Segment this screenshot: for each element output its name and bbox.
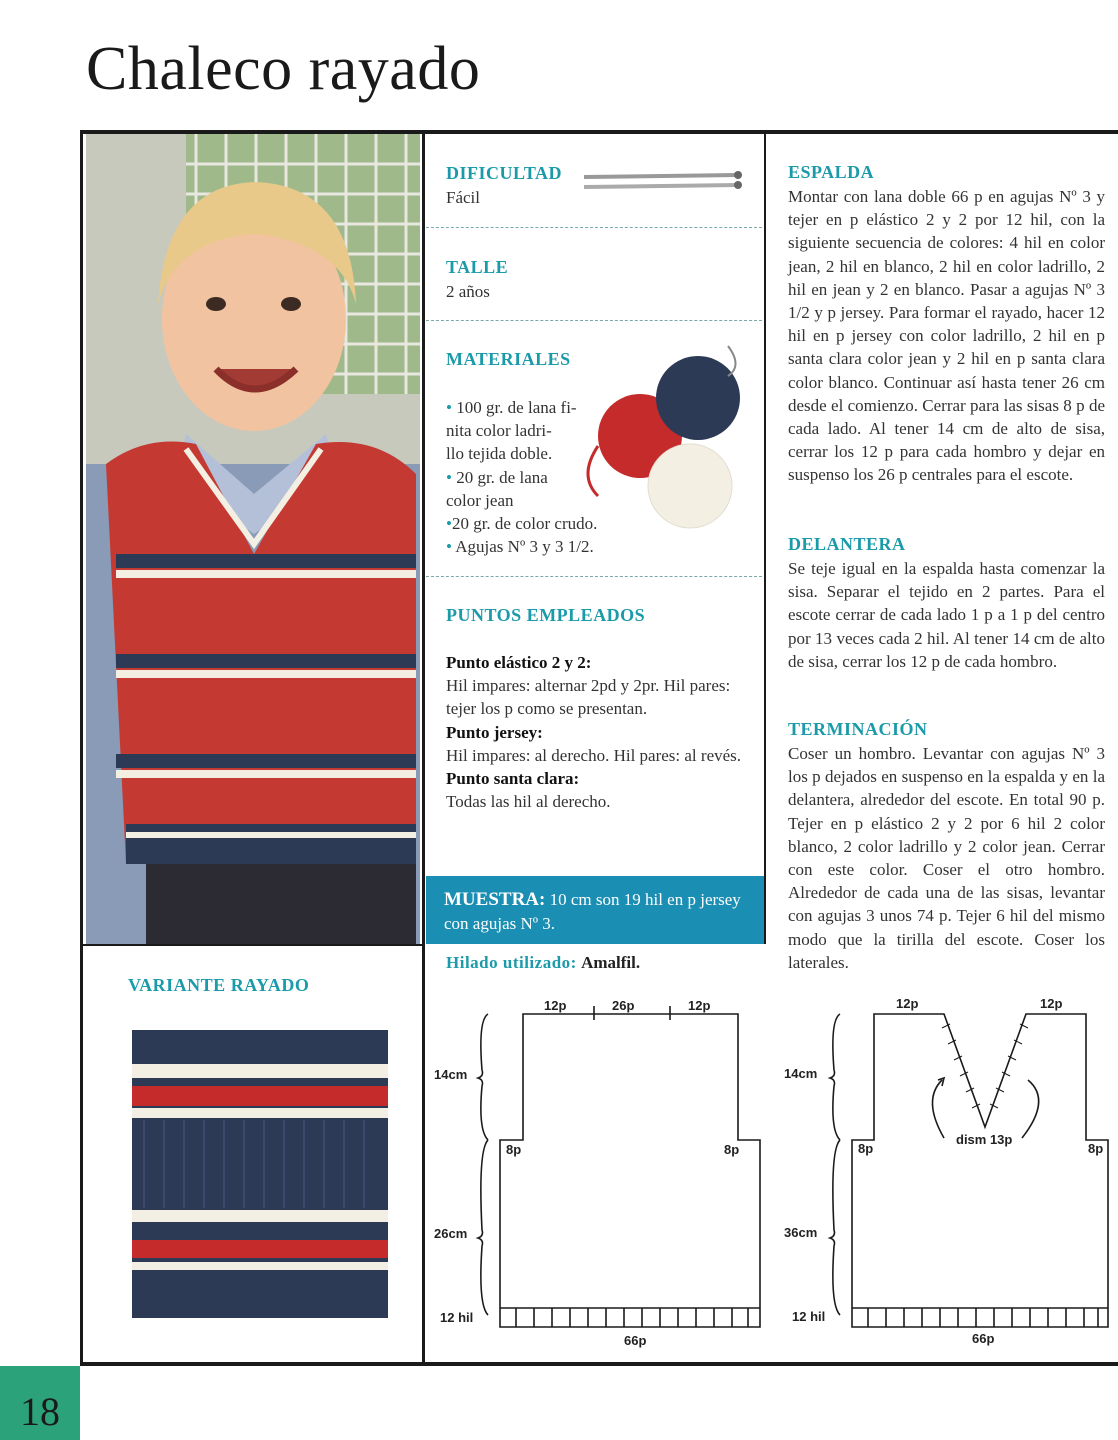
espalda-text: Montar con lana doble 66 p en agujas Nº 3 y tejer en p elástico 2 y 2 por 12 hil, con la siguiente secuencia de colores: 4 hil en color jean, 2 hil en blanco, 2 hil en color ladrillo, 2 hil en jean y 2 en blanco. Pasar a agujas Nº 3 1/2 y p jersey. Para formar el rayado, hacer 12 hil en p jersey con color ladrillo, 2 hil en p santa clara color jean y 2 hil en p santa clara color blanco. Continuar así hasta tener 26 cm desde el comienzo. Cerrar para las sisas 8 p de cada lado. Al tener 14 cm de alto de sisa, cerrar los 12 p para cada hombro y dejar en suspenso los 26 p centrales para el escote. <box>788 187 1105 485</box>
back-top-right-label: 12p <box>688 998 711 1013</box>
puntos-label: PUNTOS EMPLEADOS <box>446 605 646 625</box>
muestra-box <box>426 876 764 944</box>
divider-1 <box>426 227 762 228</box>
back-body-height-label: 26cm <box>434 1226 468 1241</box>
punto-item: Punto jersey: Hil impares: al derecho. Hil pares: al revés. <box>446 722 742 765</box>
front-body-height-label: 36cm <box>784 1225 818 1240</box>
muestra-text: 10 cm son 19 hil en p jersey con agujas Nº 3. <box>444 890 741 933</box>
yarn-balls-illustration <box>578 336 758 536</box>
variante-title: VARIANTE RAYADO <box>128 975 310 995</box>
delantera-text: Se teje igual en la espalda hasta comenzar la sisa. Separar el tejido en 2 partes. Para el escote cerrar de cada lado 1 p a 1 p del centro por 13 veces cada 2 hil. Al tener 14 cm de alto de sisa, cerrar los 12 p de cada hombro. <box>788 559 1105 671</box>
talle-value: 2 años <box>446 282 490 301</box>
back-bottom-width-label: 66p <box>624 1333 647 1348</box>
front-neck-decrease-label: dism 13p <box>956 1132 1013 1147</box>
punto-item: Punto santa clara: Todas las hil al derecho. <box>446 769 611 812</box>
variante-swatch <box>132 1030 388 1318</box>
front-armhole-height-label: 14cm <box>784 1066 818 1081</box>
dificultad-label: DIFICULTAD <box>446 163 563 183</box>
front-top-left-label: 12p <box>896 996 919 1011</box>
back-armhole-left-label: 8p <box>506 1142 522 1157</box>
terminacion-text: Coser un hombro. Levantar con agujas Nº 3 los p dejados en suspenso en la espalda y en la delantera, alrededor del escote. En total 90 p. Tejer en p elástico 2 y 2 por 6 hil 2 color blanco, 2 color ladrillo y 2 color jean. Cerrar con este color. Coser el otro hombro. Alrededor de cada una de las sisas, levantar con agujas 3 unos 74 p. Tejer 6 hil del mismo modo que la tirilla del escote. Coser los laterales. <box>788 744 1105 972</box>
column-divider-right <box>764 134 766 944</box>
page-number-tab <box>0 1366 80 1440</box>
divider-3 <box>426 576 762 577</box>
puntos-list <box>446 651 751 813</box>
dificultad-value: Fácil <box>446 188 480 207</box>
front-top-right-label: 12p <box>1040 996 1063 1011</box>
materiales-label: MATERIALES <box>446 349 571 369</box>
hilado-label: Hilado utilizado: <box>446 953 577 972</box>
delantera-title: DELANTERA <box>788 534 906 554</box>
material-item: llo tejida doble. <box>446 444 553 464</box>
front-armhole-left-label: 8p <box>858 1141 874 1156</box>
back-armhole-right-label: 8p <box>724 1142 740 1157</box>
talle-label: TALLE <box>446 257 509 277</box>
back-top-left-label: 12p <box>544 998 567 1013</box>
column-divider-left <box>422 134 425 1364</box>
back-schematic <box>426 990 766 1360</box>
page-title: Chaleco rayado <box>86 35 481 103</box>
front-bottom-width-label: 66p <box>972 1331 995 1346</box>
terminacion-title: TERMINACIÓN <box>788 719 928 739</box>
back-top-center-label: 26p <box>612 998 635 1013</box>
knitting-needles-icon <box>580 168 745 198</box>
hilado-line <box>446 953 640 973</box>
espalda-title: ESPALDA <box>788 162 875 182</box>
material-item: • 100 gr. de lana fi- <box>446 398 577 417</box>
material-item: •20 gr. de color crudo. <box>446 514 598 534</box>
divider-2 <box>426 320 762 321</box>
front-schematic <box>776 990 1118 1360</box>
front-armhole-right-label: 8p <box>1088 1141 1104 1156</box>
child-photo <box>86 134 420 944</box>
back-armhole-height-label: 14cm <box>434 1067 468 1082</box>
materiales-list <box>446 396 597 558</box>
punto-item: Punto elástico 2 y 2: Hil impares: alternar 2pd y 2pr. Hil pares: tejer los p como se presentan. <box>446 653 731 719</box>
back-rib-rows-label: 12 hil <box>440 1310 474 1325</box>
material-item: nita color ladri- <box>446 421 552 441</box>
page-number: 18 <box>20 1389 60 1434</box>
material-item: • 20 gr. de lana <box>446 467 548 487</box>
hilado-value: Amalfil. <box>581 953 641 972</box>
front-rib-rows-label: 12 hil <box>792 1309 826 1324</box>
muestra-label: MUESTRA: <box>444 889 546 910</box>
material-item: • Agujas Nº 3 y 3 1/2. <box>446 537 594 557</box>
material-item: color jean <box>446 490 514 510</box>
photo-bottom-rule <box>83 944 423 946</box>
